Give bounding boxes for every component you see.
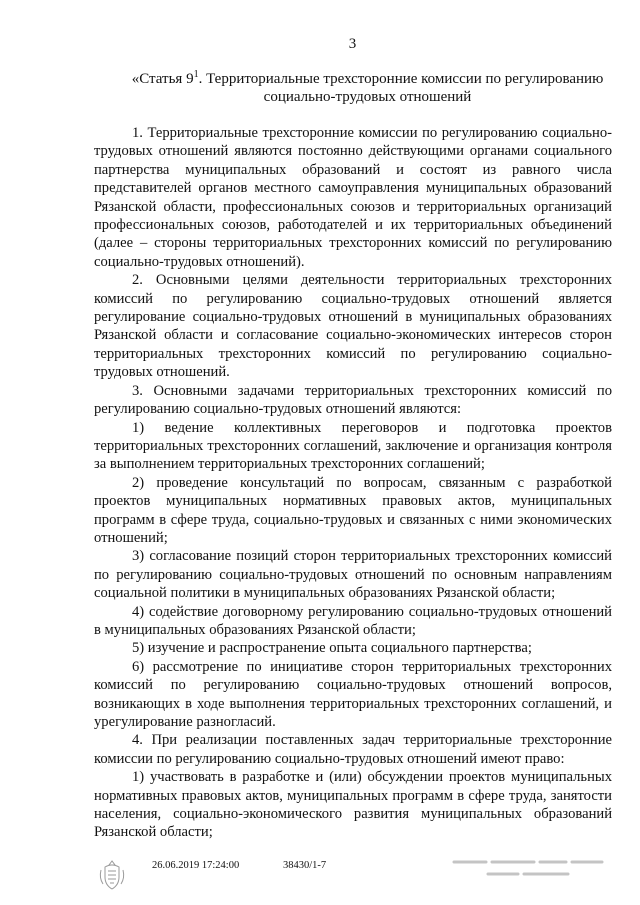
footer-document-number: 38430/1-7 <box>283 860 327 871</box>
article-title-superscript: 1 <box>193 69 199 80</box>
article-body <box>94 124 612 842</box>
paragraph-task-4: 4) содействие договорному регулированию социально-трудовых отношений в муниципальных образованиях Рязанской области; <box>94 603 612 638</box>
paragraph-right-1: 1) участвовать в разработке и (или) обсуждении проектов муниципальных нормативных правовых актов, муниципальных программ в сфере труда, занятости населения, социально-экономического развития муниципальных образований Рязанской области; <box>94 769 612 841</box>
paragraph-task-2: 2) проведение консультаций по вопросам, связанным с разработкой проектов муниципальных нормативных правовых актов, муниципальных программ в сфере труда, социально-трудовых и связанных с ними экономических отношений; <box>94 474 612 546</box>
paragraph-task-3: 3) согласование позиций сторон территориальных трехсторонних комиссий по регулированию социально-трудовых отношений по основным направлениям социальной политики в муниципальных образованиях Рязанской области; <box>94 548 612 602</box>
article-title-prefix: «Статья 9 <box>131 71 194 87</box>
paragraph-part-4: 4. При реализации поставленных задач территориальные трехсторонние комиссии по регулированию социально-трудовых отношений имеют право: <box>94 732 612 767</box>
electronic-signature-stamp <box>448 854 608 887</box>
page-number: 3 <box>348 36 357 52</box>
article-title <box>95 70 640 106</box>
paragraph-part-3: 3. Основными задачами территориальных трехсторонних комиссий по регулированию социально-трудовых отношений являются: <box>94 382 612 418</box>
article-title-line-2: социально-трудовых отношений <box>263 89 472 105</box>
footer-date: 26.06.2019 17:24:00 <box>152 860 240 871</box>
article-title-line-1 <box>95 70 640 88</box>
article-title-rest: . Территориальные трехсторонние комиссии по регулированию <box>198 71 604 87</box>
paragraph-part-2: 2. Основными целями деятельности территориальных трехсторонних комиссий по регулированию социально-трудовых отношений является регулирование социально-трудовых отношений в муниципальных образованиях Рязанской области и согласование социально-экономических интересов сторон территориальных трехсторонних комиссий по регулированию социально-трудовых отношений. <box>94 272 612 381</box>
page-footer <box>0 858 640 898</box>
paragraph-part-1: 1. Территориальные трехсторонние комиссии по регулированию социально-трудовых отношений являются постоянно действующими органами социального партнерства муниципальных образований и состоят из равного числа представителей органов местного самоуправления муниципальных образований Рязанской области, профессиональных союзов и территориальных организаций профессиональных союзов, работодателей и их территориальных объединений (далее – стороны территориальных трехсторонних комиссий по регулированию социально-трудовых отношений). <box>94 125 612 270</box>
paragraph-task-5: 5) изучение и распространение опыта социального партнерства; <box>132 640 532 657</box>
coat-of-arms-icon <box>95 858 129 892</box>
paragraph-task-6: 6) рассмотрение по инициативе сторон территориальных трехсторонних комиссий по регулированию социально-трудовых отношений вопросов, возникающих в ходе выполнения территориальных трехсторонних соглашений, и урегулирование разногласий. <box>94 658 612 730</box>
paragraph-task-1: 1) ведение коллективных переговоров и подготовка проектов территориальных трехсторонних соглашений, заключение и организация контроля за выполнением территориальных трехсторонних соглашений; <box>94 419 612 473</box>
